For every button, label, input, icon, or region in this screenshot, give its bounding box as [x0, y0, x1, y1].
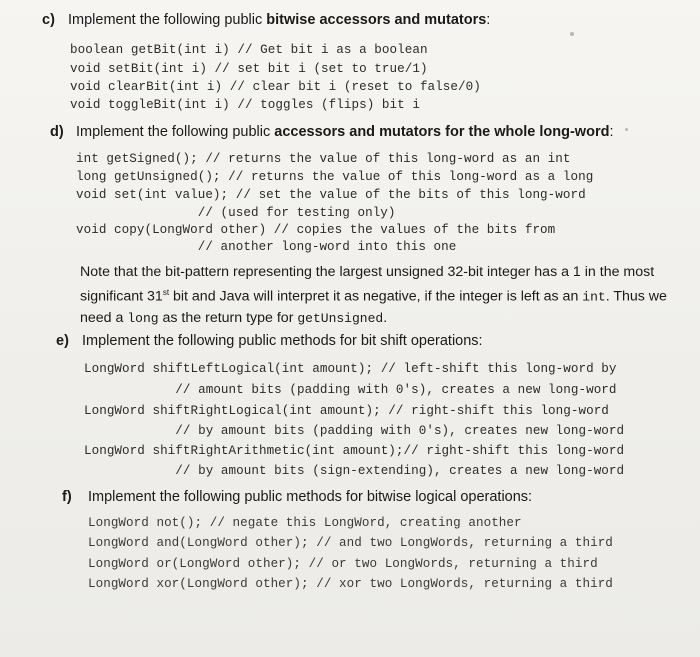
section-e-code-line: LongWord shiftLeftLogical(int amount); // left-shift this long-word by: [84, 362, 617, 376]
section-f-letter: f): [62, 489, 72, 505]
section-d-heading-text: Implement the following public: [76, 124, 275, 140]
section-d-heading: [50, 124, 613, 140]
section-d-code-line: int getSigned(); // returns the value of this long-word as an int: [76, 152, 571, 166]
section-f-heading-text: Implement the following public methods for bitwise logical operations:: [88, 489, 533, 505]
note-text: .: [383, 309, 388, 326]
section-d-heading-colon: :: [609, 124, 614, 140]
section-e-heading-text: Implement the following public methods for bit shift operations:: [82, 333, 483, 349]
section-c-code-line: boolean getBit(int i) // Get bit i as a boolean: [70, 43, 428, 57]
note-text: as the return type for: [158, 309, 298, 326]
section-d-note: [80, 262, 680, 329]
section-e-code-line: // by amount bits (padding with 0's), creates new long-word: [84, 424, 625, 438]
section-c-letter: c): [42, 12, 55, 28]
section-e-code-line: // amount bits (padding with 0's), creates a new long-word: [84, 383, 617, 397]
section-f-code-line: LongWord not(); // negate this LongWord, creating another: [88, 516, 522, 530]
section-c-heading-colon: :: [486, 12, 491, 28]
section-d-code-line: // (used for testing only): [76, 206, 396, 220]
section-f-code-line: LongWord and(LongWord other); // and two LongWords, returning a third: [88, 536, 613, 550]
section-d-letter: d): [50, 124, 64, 140]
section-c-heading: [42, 12, 490, 28]
section-f-code-line: LongWord xor(LongWord other); // xor two LongWords, returning a third: [88, 577, 613, 591]
note-text: Note that the bit-pattern representing the largest unsigned 32-bit integer has a 1 in the most significant 31: [80, 264, 655, 305]
stray-mark: [570, 32, 574, 36]
section-c-code-line: void setBit(int i) // set bit i (set to true/1): [70, 62, 428, 76]
section-d-code-line: void copy(LongWord other) // copies the values of the bits from: [76, 223, 556, 237]
section-e-code-line: LongWord shiftRightLogical(int amount); // right-shift this long-word: [84, 404, 609, 418]
section-e-code-line: // by amount bits (sign-extending), creates a new long-word: [84, 464, 625, 478]
section-e-heading: [56, 333, 483, 349]
section-c-code-line: void toggleBit(int i) // toggles (flips) bit i: [70, 98, 420, 112]
section-c-code-line: void clearBit(int i) // clear bit i (reset to false/0): [70, 80, 481, 94]
section-d-code-line: long getUnsigned(); // returns the value of this long-word as a long: [76, 170, 594, 184]
section-d-heading-bold: accessors and mutators for the whole long-word: [274, 124, 610, 140]
note-superscript: st: [162, 287, 170, 297]
note-code-getunsigned: getUnsigned: [297, 310, 384, 326]
stray-mark: [625, 128, 628, 131]
section-c-heading-text: Implement the following public: [68, 12, 267, 28]
note-text: . Thus we need a: [80, 288, 667, 326]
section-e-letter: e): [56, 333, 69, 349]
note-code-int: int: [582, 289, 606, 305]
section-d-code-line: // another long-word into this one: [76, 240, 457, 254]
note-code-long: long: [127, 310, 159, 326]
section-e-code-line: LongWord shiftRightArithmetic(int amount);// right-shift this long-word: [84, 444, 625, 458]
section-f-heading: [62, 489, 532, 505]
section-c-heading-bold: bitwise accessors and mutators: [266, 12, 487, 28]
note-text: bit and Java will interpret it as negative, if the integer is left as an: [169, 288, 583, 305]
section-f-code-line: LongWord or(LongWord other); // or two LongWords, returning a third: [88, 557, 598, 571]
section-d-code-line: void set(int value); // set the value of the bits of this long-word: [76, 188, 586, 202]
